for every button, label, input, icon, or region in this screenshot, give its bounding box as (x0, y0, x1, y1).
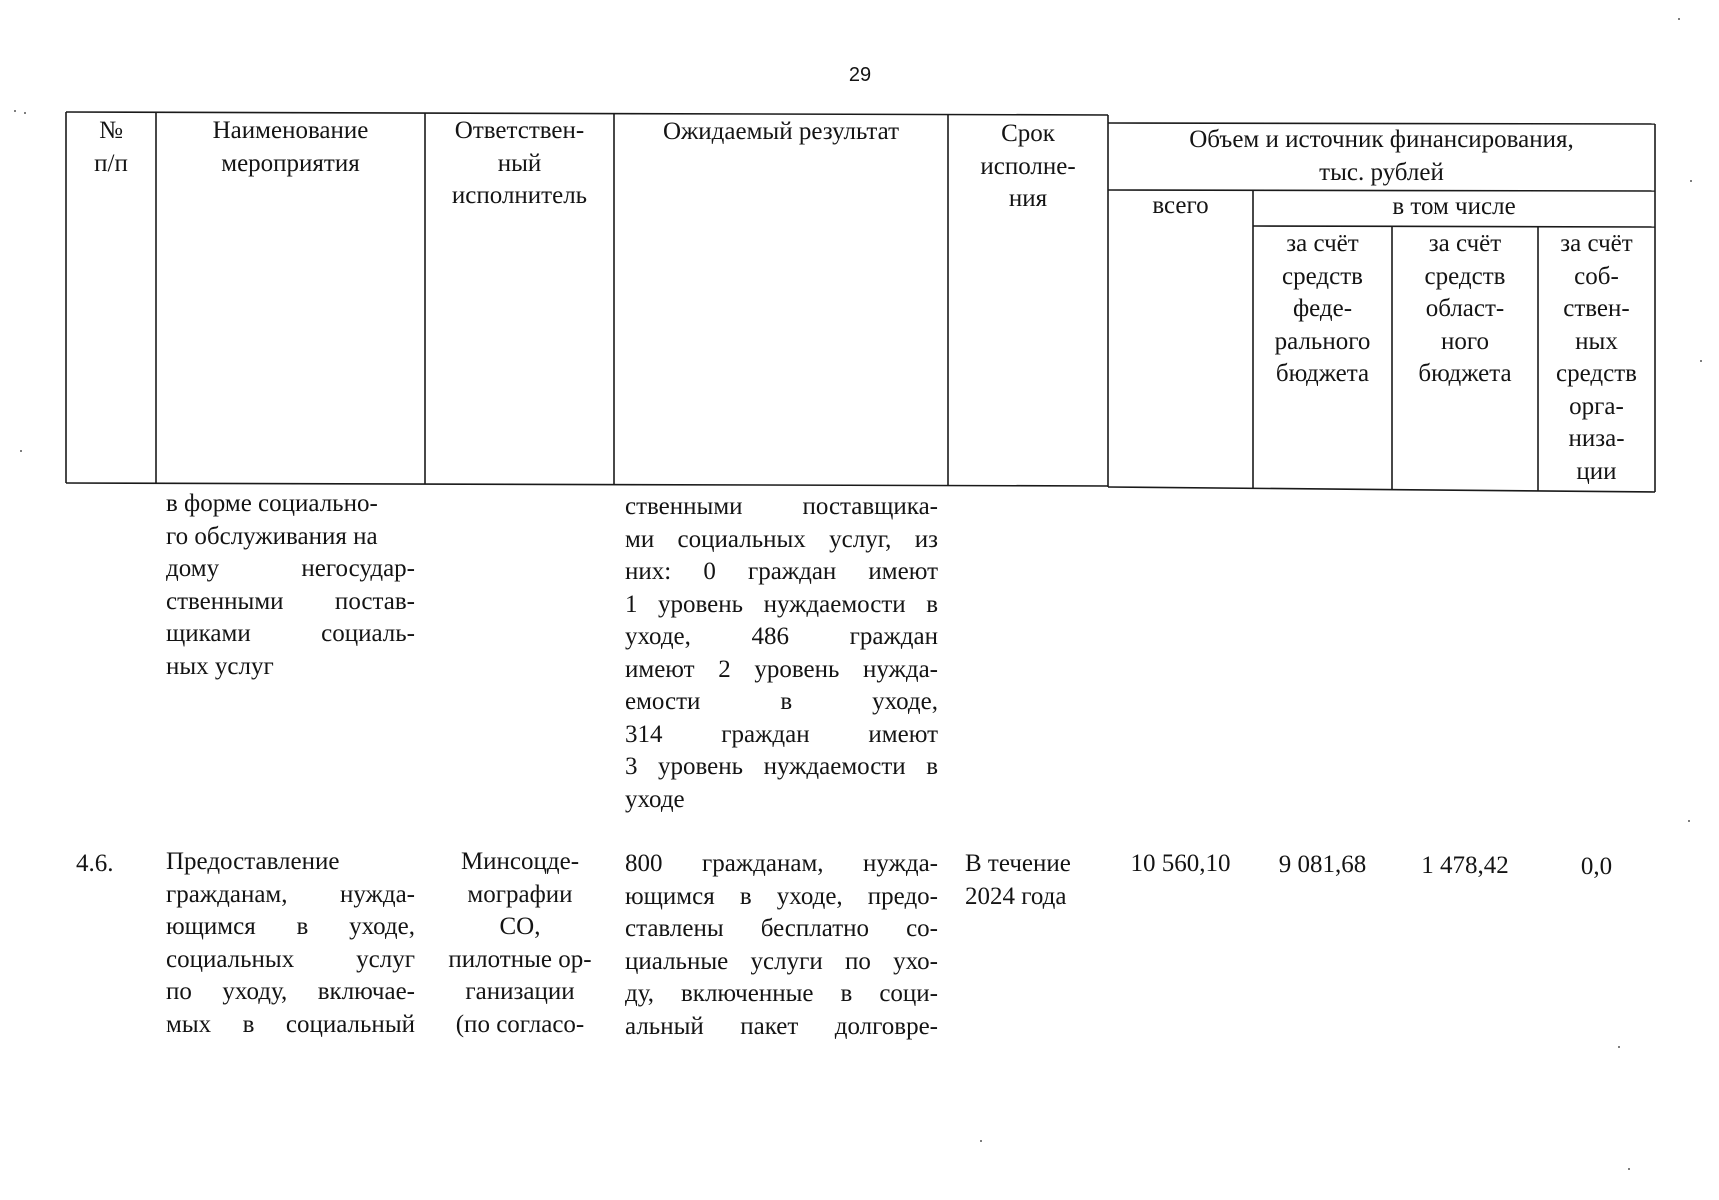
cell-line: пилотные ор- (448, 945, 592, 973)
cell-line: гражданам, нужда- (166, 880, 415, 908)
header-name-line: мероприятия (221, 149, 360, 177)
cell-line: (по согласо- (455, 1010, 585, 1038)
header-own-line: орга- (1569, 392, 1624, 420)
cell-line: ду, включенные в соци- (625, 980, 938, 1007)
cell-line: ственными постав- (166, 587, 415, 615)
cell-line: го обслуживания на (166, 522, 378, 550)
header-regional-line: бюджета (1418, 360, 1512, 387)
header-total (1108, 190, 1253, 223)
page-number: 29 (848, 64, 872, 86)
header-num (66, 115, 156, 180)
scan-speck (1628, 1168, 1630, 1170)
cell-line: ми социальных услуг, из (625, 525, 938, 553)
header-federal-line: средств (1282, 262, 1363, 290)
header-executor-line: исполнитель (451, 182, 588, 209)
header-result-line: Ожидаемый результат (662, 118, 900, 145)
header-regional (1392, 228, 1538, 391)
scan-speck (20, 450, 22, 452)
cell-line: 1 уровень нуждаемости в (625, 590, 938, 618)
header-federal-line: за счёт (1286, 230, 1359, 257)
header-own-line: ции (1576, 457, 1617, 485)
header-federal-line: бюджета (1275, 360, 1370, 387)
row-4-6-total: 10 560,10 (1130, 850, 1231, 877)
continuation-name-cell (166, 488, 415, 683)
header-regional-line: за счёт (1428, 230, 1502, 257)
cell-line: циальные услуги по ухо- (625, 947, 938, 975)
cell-line: по уходу, включае- (166, 978, 415, 1005)
cell-line: ющимся в уходе, предо- (625, 882, 938, 910)
cell-line: дому негосудар- (166, 555, 415, 582)
scan-speck (1678, 18, 1680, 20)
header-name-line: Наименование (212, 117, 369, 144)
row-4-6-name-cell (166, 846, 415, 1041)
header-funding-line: Объем и источник финансирования, (1189, 126, 1574, 153)
cell-line: ственными поставщика- (625, 493, 938, 520)
continuation-result-cell (625, 491, 938, 816)
cell-line: 314 граждан имеют (625, 720, 938, 748)
header-own (1538, 228, 1655, 488)
cell-line: в форме социально- (166, 490, 378, 517)
row-4-6-term-cell (965, 848, 1105, 913)
cell-line: СО, (499, 913, 541, 940)
header-term-line: ния (1008, 185, 1048, 212)
scan-speck (24, 112, 26, 114)
cell-line: ганизации (465, 978, 575, 1005)
row-4-6-executor-cell (432, 846, 608, 1041)
header-executor-line: Ответствен- (454, 117, 585, 144)
header-own-line: ных (1575, 327, 1618, 355)
header-name (156, 115, 425, 180)
row-4-6-own: 0,0 (1580, 853, 1613, 880)
header-executor-line: ный (497, 149, 542, 177)
cell-line: 2024 года (965, 882, 1067, 910)
header-own-line: низа- (1568, 425, 1625, 452)
cell-line: щиками социаль- (166, 620, 415, 647)
row-4-6-result-cell (625, 848, 938, 1043)
header-term-line: исполне- (980, 152, 1076, 180)
row-4-6-regional: 1 478,42 (1421, 852, 1509, 879)
header-regional-line: ного (1440, 327, 1489, 355)
header-term-line: Срок (1001, 120, 1055, 147)
header-executor (425, 115, 614, 213)
header-federal-line: феде- (1292, 295, 1353, 322)
scan-speck (1690, 180, 1692, 182)
scan-speck (1618, 1046, 1620, 1048)
cell-line: ставлены бесплатно со- (625, 915, 938, 942)
header-own-line: средств (1556, 360, 1637, 387)
header-own-line: соб- (1574, 262, 1619, 290)
row-4-6-federal: 9 081,68 (1278, 851, 1367, 878)
header-federal (1253, 228, 1392, 391)
row-4-6-num: 4.6. (76, 850, 114, 877)
header-funding-line: тыс. рублей (1319, 158, 1444, 186)
header-including (1253, 191, 1655, 224)
header-funding (1108, 124, 1655, 189)
header-term (948, 118, 1108, 216)
cell-line: них: 0 граждан имеют (625, 558, 938, 585)
header-num-line: № (99, 117, 123, 144)
cell-line: Минсоцде- (460, 848, 580, 875)
cell-line: В течение (965, 850, 1071, 877)
cell-line: мых в социальный (166, 1010, 415, 1038)
cell-line: 3 уровень нуждаемости в (625, 753, 938, 780)
header-num-line: п/п (94, 149, 128, 177)
cell-line: ющимся в уходе, (166, 913, 415, 940)
cell-line: уходе, 486 граждан (625, 623, 938, 650)
cell-line: альный пакет долговре- (625, 1012, 938, 1040)
header-including-line: в том числе (1392, 193, 1516, 220)
scan-speck (1688, 820, 1690, 822)
header-regional-line: област- (1425, 295, 1505, 322)
cell-line: Предоставление (166, 848, 340, 875)
header-result (614, 116, 948, 149)
cell-line: ных услуг (166, 652, 274, 680)
scan-speck (14, 110, 16, 112)
header-own-line: ствен- (1563, 295, 1630, 322)
cell-line: емости в уходе, (625, 688, 938, 715)
cell-line: мографии (467, 880, 573, 908)
cell-line: 800 гражданам, нужда- (625, 850, 938, 877)
header-total-line: всего (1152, 192, 1209, 219)
scan-speck (1700, 360, 1702, 362)
cell-line: уходе (625, 785, 685, 813)
scan-speck (980, 1140, 982, 1142)
header-federal-line: рального (1274, 327, 1371, 355)
cell-line: имеют 2 уровень нужда- (625, 655, 938, 683)
header-own-line: за счёт (1560, 230, 1633, 257)
header-regional-line: средств (1424, 262, 1506, 290)
cell-line: социальных услуг (166, 945, 415, 973)
